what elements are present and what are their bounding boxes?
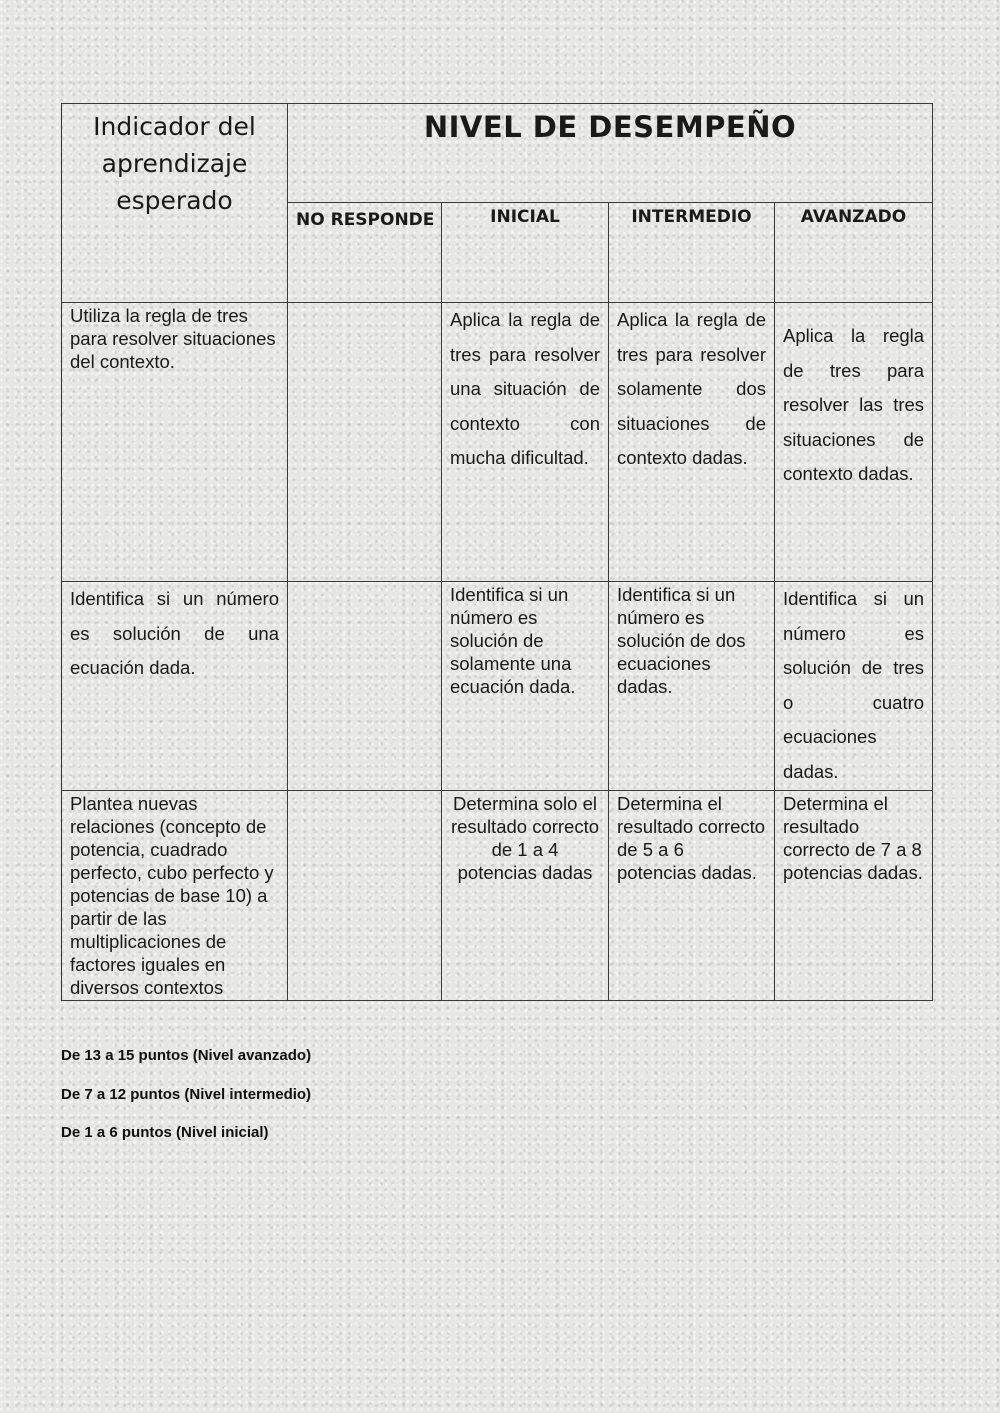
- level-avanzado: [775, 203, 933, 303]
- avanzado-cell: Aplica la regla de tres para resolver las tres situaciones de contexto dadas.: [775, 303, 933, 582]
- level-inicial-label: INICIAL: [490, 207, 560, 227]
- rubric-table: [61, 103, 933, 1001]
- intermedio-cell: Determina el resultado correcto de 5 a 6 potencias dadas.: [609, 791, 775, 1001]
- table-row: [62, 303, 933, 582]
- scale-intermedio: De 7 a 12 puntos (Nivel intermedio): [61, 1086, 312, 1103]
- no-responde-cell: [288, 791, 442, 1001]
- no-responde-cell: [288, 582, 442, 791]
- level-intermedio: [609, 203, 775, 303]
- intermedio-cell: Identifica si un número es solución de dos ecuaciones dadas.: [609, 582, 775, 791]
- avanzado-cell: Identifica si un número es solución de tres o cuatro ecuaciones dadas.: [775, 582, 933, 791]
- inicial-cell: Identifica si un número es solución de solamente una ecuación dada.: [442, 582, 609, 791]
- scale-avanzado: De 13 a 15 puntos (Nivel avanzado): [61, 1047, 312, 1064]
- performance-header-text: NIVEL DE DESEMPEÑO: [423, 110, 797, 144]
- indicator-cell: Identifica si un número es solución de una ecuación dada.: [62, 582, 288, 791]
- table-row: [62, 791, 933, 1001]
- avanzado-cell: Determina el resultado correcto de 7 a 8 potencias dadas.: [775, 791, 933, 1001]
- indicator-header: [62, 104, 288, 303]
- level-intermedio-label: INTERMEDIO: [631, 207, 752, 227]
- table-row: [62, 582, 933, 791]
- level-no-responde-label: NO RESPONDE: [296, 210, 435, 230]
- scale-inicial: De 1 a 6 puntos (Nivel inicial): [61, 1124, 269, 1141]
- level-no-responde: [288, 203, 442, 303]
- inicial-cell: Determina solo el resultado correcto de 1 a 4 potencias dadas: [442, 791, 609, 1001]
- indicator-cell: Utiliza la regla de tres para resolver situaciones del contexto.: [62, 303, 288, 582]
- intermedio-cell: Aplica la regla de tres para resolver solamente dos situaciones de contexto dadas.: [609, 303, 775, 582]
- performance-header: [288, 104, 933, 203]
- no-responde-cell: [288, 303, 442, 582]
- indicator-header-text: Indicador del aprendizaje esperado: [93, 112, 256, 215]
- indicator-cell: Plantea nuevas relaciones (concepto de potencia, cuadrado perfecto, cubo perfecto y potencias de base 10) a partir de las multiplicaciones de factores iguales en diversos contextos: [62, 791, 288, 1001]
- inicial-cell: Aplica la regla de tres para resolver una situación de contexto con mucha dificultad.: [442, 303, 609, 582]
- level-inicial: [442, 203, 609, 303]
- level-avanzado-label: AVANZADO: [800, 207, 907, 227]
